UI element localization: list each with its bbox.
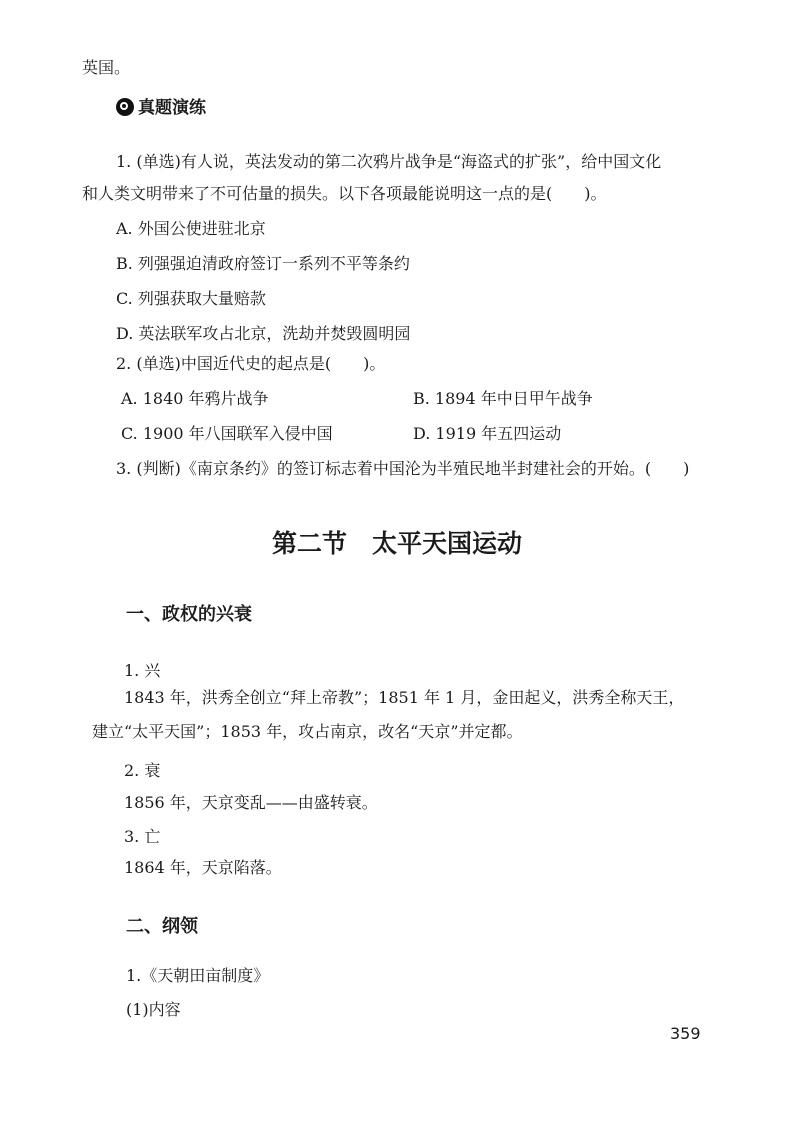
q2-option-d: D. 1919 年五四运动	[413, 424, 562, 443]
q2-stem: 2. (单选)中国近代史的起点是( )。	[116, 354, 386, 373]
q1-stem-line2: 和人类文明带来了不可估量的损失。以下各项最能说明这一点的是( )。	[82, 184, 607, 203]
q1-stem-line1: 1. (单选)有人说，英法发动的第二次鸦片战争是“海盗式的扩张”，给中国文化	[116, 152, 662, 171]
practice-icon	[116, 98, 134, 116]
part1-sub1-line2: 建立“太平天国”；1853 年，攻占南京，改名“天京”并定都。	[92, 722, 523, 741]
part2-heading: 二、纲领	[126, 916, 198, 937]
part1-sub1-line1: 1843 年，洪秀全创立“拜上帝教”；1851 年 1 月，金田起义，洪秀全称天王，	[124, 688, 685, 707]
part1-sub1: 1. 兴	[124, 661, 161, 680]
q2-option-b: B. 1894 年中日甲午战争	[413, 389, 593, 408]
practice-heading	[116, 97, 206, 119]
q2-option-a: A. 1840 年鸦片战争	[121, 389, 269, 408]
q1-option-a: A. 外国公使进驻北京	[116, 219, 266, 238]
q1-option-b: B. 列强强迫清政府签订一系列不平等条约	[116, 254, 410, 273]
part1-sub3: 3. 亡	[124, 827, 161, 846]
q1-option-d: D. 英法联军攻占北京，洗劫并焚毁圆明园	[116, 324, 411, 343]
part2-sub1: 1.《天朝田亩制度》	[126, 966, 270, 985]
section-title: 第二节 太平天国运动	[272, 529, 523, 558]
q1-option-c: C. 列强获取大量赔款	[116, 289, 266, 308]
q2-option-c: C. 1900 年八国联军入侵中国	[121, 424, 333, 443]
part1-sub2-text: 1856 年，天京变乱——由盛转衰。	[124, 793, 378, 812]
part1-heading: 一、政权的兴衰	[126, 604, 252, 625]
q3-stem: 3. (判断)《南京条约》的签订标志着中国沦为半殖民地半封建社会的开始。( )	[116, 459, 690, 478]
part1-sub2: 2. 衰	[124, 761, 161, 780]
practice-heading-text: 真题演练	[138, 98, 206, 118]
top-line-text: 英国。	[82, 58, 131, 77]
part1-sub3-text: 1864 年，天京陷落。	[124, 858, 282, 877]
page-number: 359	[670, 1024, 701, 1043]
part2-sub1a: (1)内容	[126, 1000, 181, 1019]
